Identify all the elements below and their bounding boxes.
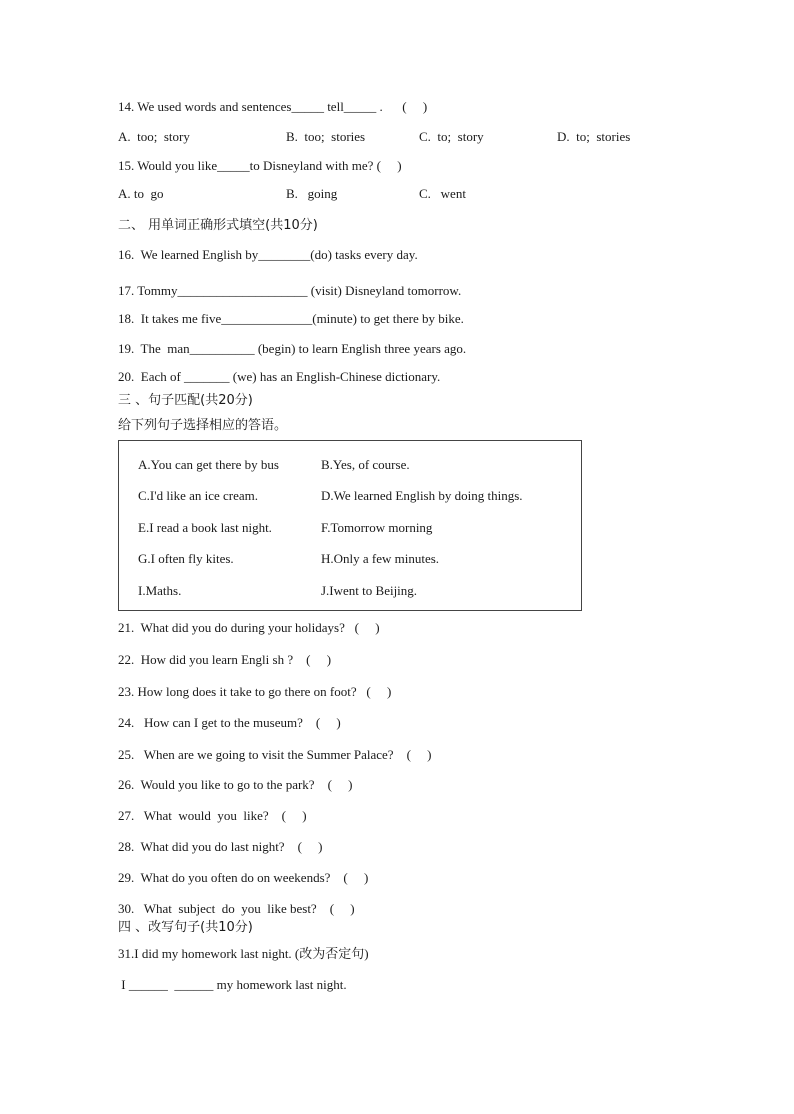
question-14: 14. We used words and sentences_____ tell_____ . ( ) [118,99,428,114]
answer-option-c: C.I'd like an ice cream. [138,488,259,503]
answer-option-d: D.We learned English by doing things. [321,488,523,503]
answer-option-j: J.Iwent to Beijing. [321,583,418,598]
question-31-answer-line: I ______ ______ my homework last night. [118,977,347,992]
q14-option-b: B. too; stories [286,129,366,144]
answer-option-i: I.Maths. [138,583,182,598]
q15-option-b: B. going [286,186,338,201]
answer-option-e: E.I read a book last night. [138,520,272,535]
question-19: 19. The man__________ (begin) to learn English three years ago. [118,341,467,356]
question-26: 26. Would you like to go to the park? ( ) [118,777,353,792]
question-18: 18. It takes me five______________(minute) to get there by bike. [118,311,464,326]
question-22: 22. How did you learn Engli sh ? ( ) [118,652,332,667]
question-21: 21. What did you do during your holidays? ( ) [118,620,380,635]
question-31: 31.I did my homework last night. (改为否定句) [118,946,369,961]
q15-option-a: A. to go [118,186,164,201]
section-3-instruction: 给下列句子选择相应的答语。 [118,418,288,433]
answer-option-f: F.Tomorrow morning [321,520,433,535]
answer-option-h: H.Only a few minutes. [321,551,440,566]
question-16: 16. We learned English by________(do) tasks every day. [118,247,418,262]
question-20: 20. Each of _______ (we) has an English-Chinese dictionary. [118,369,441,384]
answer-option-b: B.Yes, of course. [321,457,410,472]
q14-option-d: D. to; stories [557,129,631,144]
question-24: 24. How can I get to the museum? ( ) [118,715,341,730]
section-2-title: 二、 用单词正确形式填空(共10分) [118,218,318,233]
question-25: 25. When are we going to visit the Summer Palace? ( ) [118,747,432,762]
question-15: 15. Would you like_____to Disneyland with me? ( ) [118,158,402,173]
q15-option-c: C. went [419,186,466,201]
question-30: 30. What subject do you like best? ( ) [118,901,355,916]
question-27: 27. What would you like? ( ) [118,808,307,823]
answer-options-box [118,440,582,611]
answer-option-g: G.I often fly kites. [138,551,234,566]
question-17: 17. Tommy____________________ (visit) Disneyland tomorrow. [118,283,462,298]
section-3-title: 三 、句子匹配(共20分) [118,393,253,408]
q14-option-c: C. to; story [419,129,484,144]
q14-option-a: A. too; story [118,129,190,144]
answer-option-a: A.You can get there by bus [138,457,279,472]
question-29: 29. What do you often do on weekends? ( ) [118,870,369,885]
question-23: 23. How long does it take to go there on foot? ( ) [118,684,392,699]
section-4-title: 四 、改写句子(共10分) [118,920,253,935]
question-28: 28. What did you do last night? ( ) [118,839,323,854]
